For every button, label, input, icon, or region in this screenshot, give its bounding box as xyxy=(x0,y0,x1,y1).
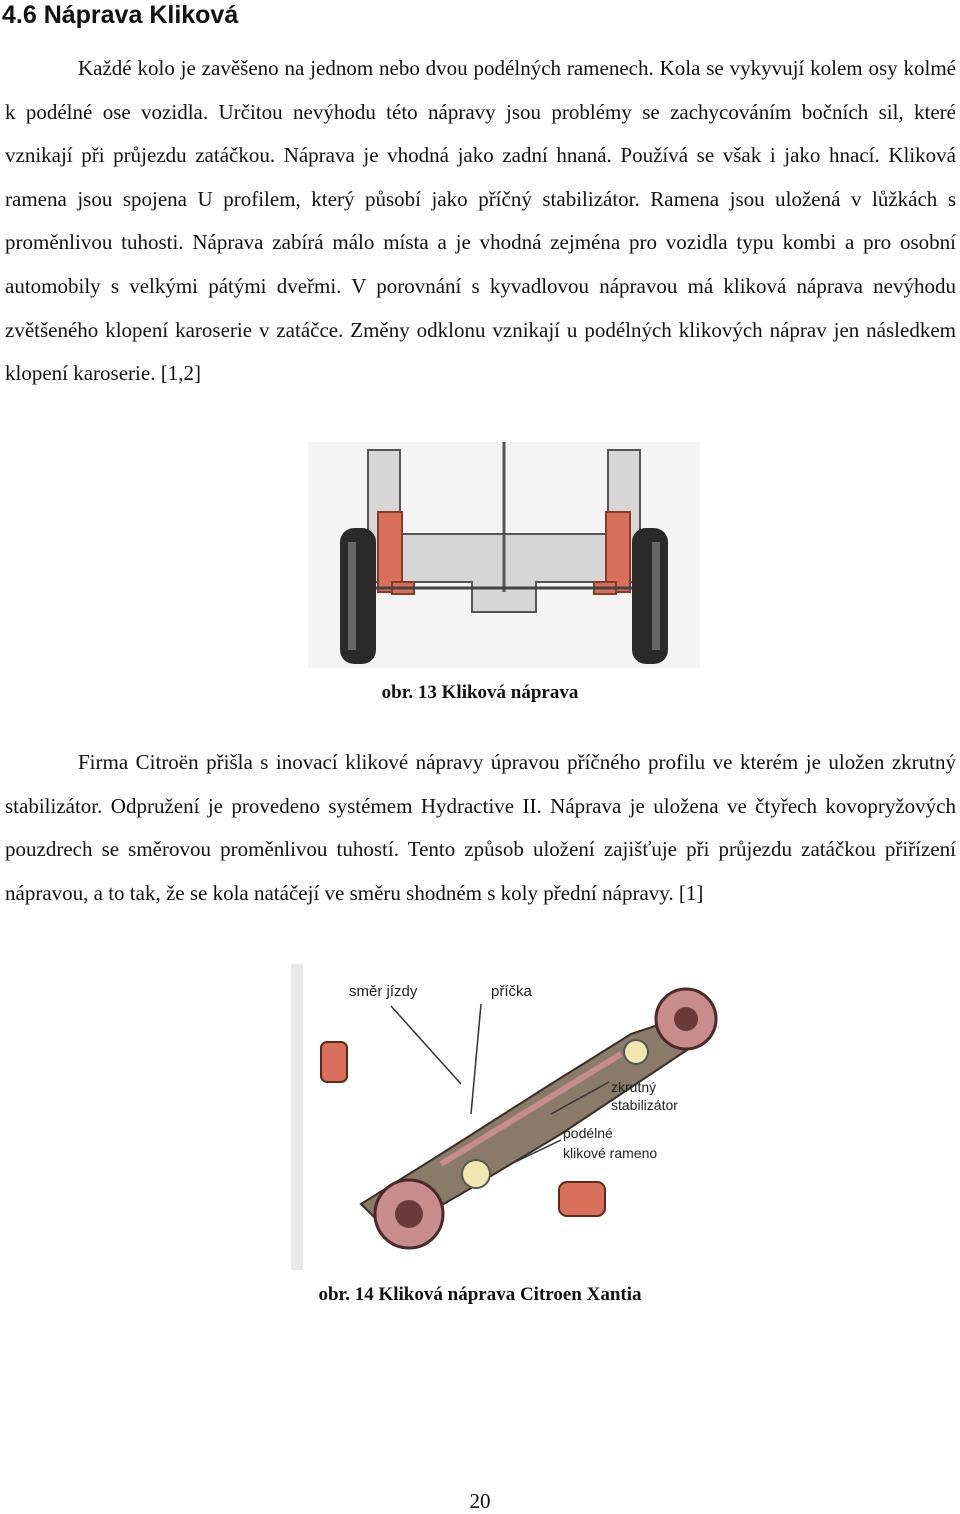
page-number: 20 xyxy=(469,1489,491,1513)
section-heading: 4.6 Náprava Kliková xyxy=(2,1,239,29)
figure-13-crank-axle-diagram xyxy=(308,442,700,668)
label-stabilizer-1: zkrutný xyxy=(611,1079,657,1095)
label-crossbar: příčka xyxy=(491,983,532,1000)
figure-14-caption: obr. 14 Kliková náprava Citroen Xantia xyxy=(318,1284,642,1305)
figure-14-xantia-axle-illustration xyxy=(291,964,727,1270)
figure-13-caption: obr. 13 Kliková náprava xyxy=(381,682,579,703)
label-arm-1: podélné xyxy=(563,1125,613,1141)
label-direction: směr jízdy xyxy=(349,983,418,1000)
paragraph-2: Firma Citroën přišla s inovací klikové nápravy úpravou příčného profilu ve kterém je uložen zkrutný stabilizátor. Odpružení je provedeno systémem Hydractive II. Náprava je uložena ve čtyřech kovopryžových pouzdrech se směrovou proměnlivou tuhostí. Tento způsob uložení zajišťuje při průjezdu zatáčkou přiřízení nápravou, a to tak, že se kola natáčejí ve směru shodném s koly přední nápravy. [1] xyxy=(5,750,956,905)
label-arm-2: klikové rameno xyxy=(563,1145,658,1161)
label-stabilizer-2: stabilizátor xyxy=(611,1097,678,1113)
paragraph-1: Každé kolo je zavěšeno na jednom nebo dvou podélných ramenech. Kola se vykyvují kolem osy kolmé k podélné ose vozidla. Určitou nevýhodu této nápravy jsou problémy se zachycováním bočních sil, které vznikají při průjezdu zatáčkou. Náprava je vhodná jako zadní hnaná. Používá se však i jako hnací. Kliková ramena jsou spojena U profilem, který působí jako příčný stabilizátor. Ramena jsou uložená v lůžkách s proměnlivou tuhosti. Náprava zabírá málo místa a je vhodná zejména pro vozidla typu kombi a pro osobní automobily s velkými pátými dveřmi. V porovnání s kyvadlovou nápravou má kliková náprava nevýhodu zvětšeného klopení karoserie v zatáčce. Změny odklonu vznikají u podélných klikových náprav jen následkem klopení karoserie. [1,2] xyxy=(5,56,956,386)
